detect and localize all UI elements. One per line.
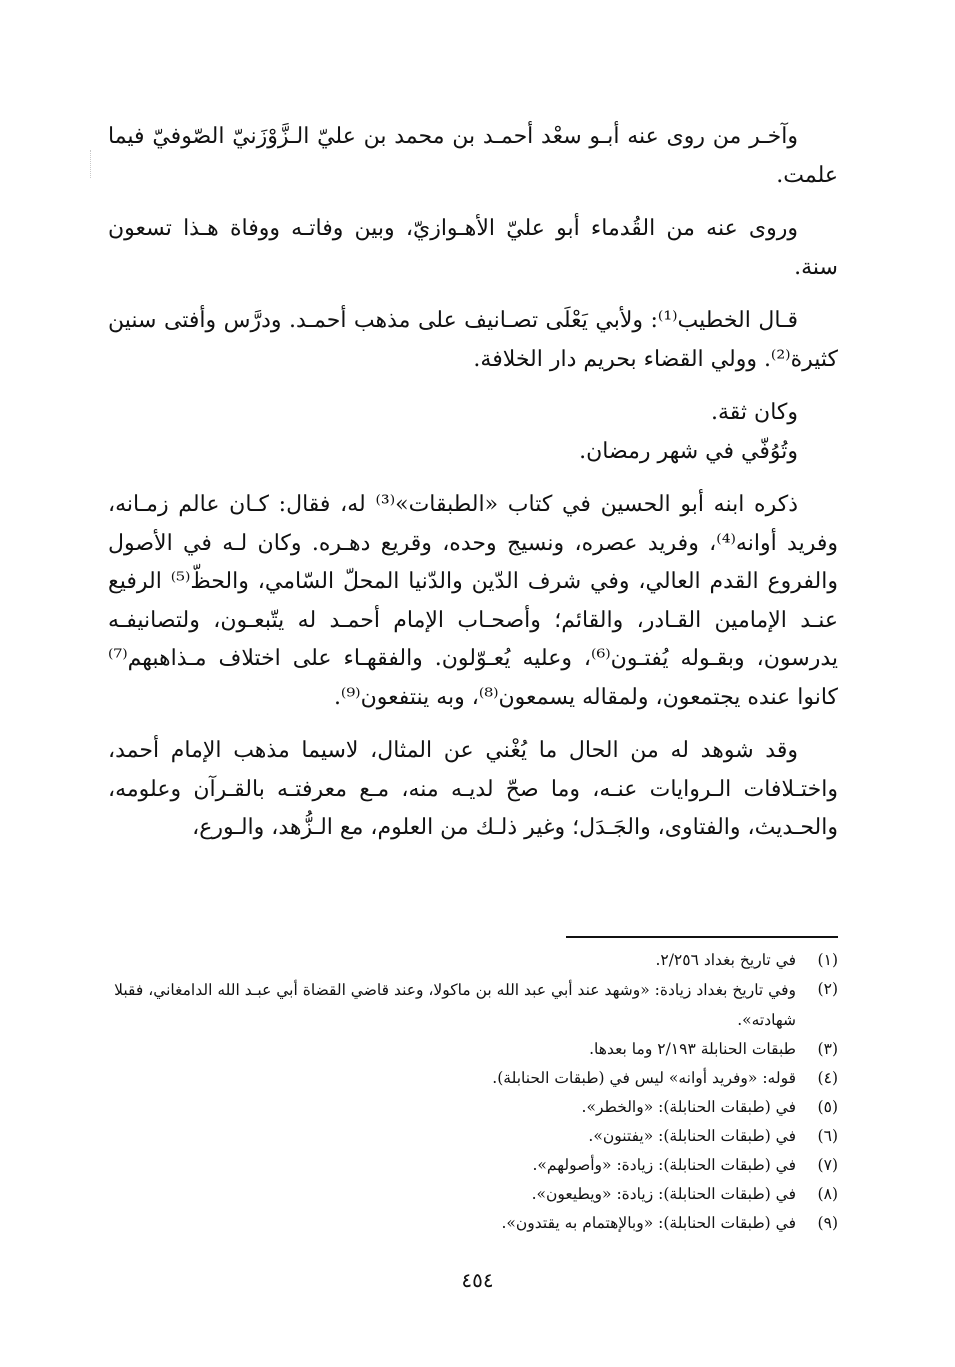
footnote-separator [566, 936, 838, 938]
footnote-number: (٨) [817, 1185, 838, 1203]
page-number: ٤٥٤ [461, 1268, 494, 1292]
footnote-9 [108, 1209, 838, 1238]
gutter-mark [90, 150, 92, 178]
paragraph-3: قـال الخطيب⁽¹⁾: ولأبي يَعْلَى تصـانيف على مذهب أحمـد. ودرَّس وأفتى سنين كثيرة⁽²⁾. وولي القضاء بحريم دار الخلافة. [108, 308, 838, 372]
main-text [108, 118, 838, 863]
paragraph-7: وقد شوهد له من الحال ما يُغْني عن المثال، لاسيما مذهب الإمام أحمد، واختـلافات الـروايات عنـه، وما صحّ لديـه منه، مـع معرفتـه بالقـرآن وعلومه، والحـديث، والفتاوى، والجَـدَل؛ وغير ذلـك من العلوم، مع الـزُّهد، والـورع، [108, 738, 838, 840]
footnote-text: في (طبقات الحنابلة): «والخطر». [581, 1098, 796, 1116]
footnote-8 [108, 1180, 838, 1209]
paragraph-4: وكان ثقة. [711, 400, 798, 425]
footnote-text: وفي تاريخ بغداد زيادة: «وشهد عند أبي عبد الله بن ماكولا، وعند قاضي القضاة أبي عبـد الله الدامغاني، فقبلا شهادته». [114, 981, 796, 1029]
footnotes [108, 946, 838, 1238]
footnote-text: في (طبقات الحنابلة): زيادة: «وأصولهم». [532, 1156, 796, 1174]
footnote-number: (٢) [817, 980, 838, 998]
footnote-number: (٥) [817, 1098, 838, 1116]
footnote-6 [108, 1122, 838, 1151]
footnote-number: (٦) [817, 1127, 838, 1145]
footnote-text: في (طبقات الحنابلة): «يفتنون». [588, 1127, 796, 1145]
footnote-number: (٤) [817, 1069, 838, 1087]
footnote-1 [108, 946, 838, 975]
footnote-3 [108, 1035, 838, 1064]
footnote-4 [108, 1064, 838, 1093]
footnote-text: في (طبقات الحنابلة): زيادة: «ويطيعون». [531, 1185, 796, 1203]
paragraph-6: ذكره ابنه أبو الحسين في كتاب «الطبقات»⁽³⁾ له، فقال: كـان عالم زمـانه، وفريد أوانه⁽⁴⁾، وفريد عصره، ونسيج وحده، وقريع دهـره. وكان لـه في الأصول والفروع القدم العالي، وفي شرف الدّين والدّنيا المحلّ السّامي، والحظّ⁽⁵⁾ الرفيع عنـد الإمامين القـادر، والقائم؛ وأصحـاب الإمام أحمـد له يتّبعـون، ولتصانيفـه يدرسون، وبقـوله يُفتـون⁽⁶⁾، وعليه يُعـوّلون. والفقهـاء على اختلاف مـذاهبهم⁽⁷⁾ كانوا عنده يجتمعون، ولمقاله يسمعون⁽⁸⁾، وبه ينتفعون⁽⁹⁾. [108, 492, 838, 710]
footnote-5 [108, 1093, 838, 1122]
footnote-7 [108, 1151, 838, 1180]
footnote-text: طبقات الحنابلة ٢/١٩٣ وما بعدها. [589, 1040, 796, 1058]
footnote-2 [108, 975, 838, 1035]
paragraph-2: وروى عنه من القُدماء أبو عليّ الأهـوازيّ، وبين وفاتـه ووفاة هـذا تسعون سنة. [108, 216, 838, 280]
footnote-number: (٧) [817, 1156, 838, 1174]
paragraph-5: وتُوُفّي في شهر رمضان. [579, 438, 798, 464]
footnote-number: (٣) [817, 1040, 838, 1058]
footnote-number: (١) [817, 951, 838, 969]
footnote-number: (٩) [817, 1214, 838, 1232]
paragraph-1: وآخـر من روى عنه أبـو سعْد أحمـد بن محمد بن عليّ الـزَّوْزَنيّ الصّوفيّ فيما علمت. [108, 124, 838, 188]
footnote-text: قوله: «وفريد أوانه» ليس في (طبقات الحنابلة). [492, 1069, 796, 1087]
footnote-text: في (طبقات الحنابلة): «وبالإهتمام به يقتدون». [501, 1214, 796, 1232]
footnote-text: في تاريخ بغداد ٢/٢٥٦. [655, 951, 796, 969]
